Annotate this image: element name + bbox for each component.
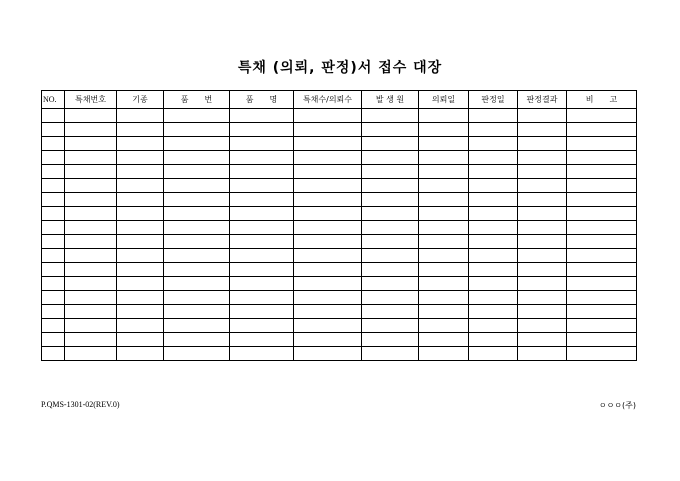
table-cell[interactable] [518,137,567,151]
table-cell[interactable] [567,137,637,151]
header-row [42,91,637,109]
table-cell[interactable] [469,151,518,165]
table-cell[interactable] [518,347,567,361]
table-cell[interactable] [117,151,164,165]
table-cell[interactable] [469,221,518,235]
column-header-judgment-date: 판정일 [469,91,518,109]
table-cell[interactable] [117,347,164,361]
table-cell[interactable] [518,235,567,249]
table-row [42,347,637,361]
table-cell[interactable] [419,207,469,221]
table-cell[interactable] [65,137,117,151]
table-cell[interactable] [567,207,637,221]
table-cell[interactable] [294,123,362,137]
table-cell[interactable] [117,221,164,235]
table-cell[interactable] [42,277,65,291]
column-header-special-number: 특채번호 [65,91,117,109]
table-cell[interactable] [230,207,294,221]
table-cell[interactable] [518,277,567,291]
table-cell[interactable] [294,165,362,179]
table-cell[interactable] [518,151,567,165]
table-cell[interactable] [294,193,362,207]
table-cell[interactable] [419,291,469,305]
table-cell[interactable] [42,291,65,305]
table-cell[interactable] [469,263,518,277]
table-cell[interactable] [567,193,637,207]
table-cell[interactable] [469,137,518,151]
table-row [42,235,637,249]
table-cell[interactable] [230,109,294,123]
table-cell[interactable] [294,221,362,235]
table-cell[interactable] [469,249,518,263]
table-cell[interactable] [164,347,230,361]
table-row [42,165,637,179]
table-cell[interactable] [294,305,362,319]
table-cell[interactable] [362,123,419,137]
table-cell[interactable] [469,179,518,193]
table-cell[interactable] [65,123,117,137]
table-cell[interactable] [567,277,637,291]
column-header-part-number: 품 번 [164,91,230,109]
table-cell[interactable] [42,137,65,151]
table-cell[interactable] [117,165,164,179]
table-cell[interactable] [294,319,362,333]
table-cell[interactable] [42,249,65,263]
table-cell[interactable] [362,277,419,291]
table-cell[interactable] [230,235,294,249]
table-row [42,123,637,137]
table-cell[interactable] [362,263,419,277]
table-row [42,333,637,347]
table-cell[interactable] [164,263,230,277]
table-cell[interactable] [294,137,362,151]
form-code: P.QMS-1301-02(REV.0) [41,400,120,409]
table-cell[interactable] [65,221,117,235]
column-header-part-name: 품 명 [230,91,294,109]
table-cell[interactable] [362,151,419,165]
table-cell[interactable] [362,165,419,179]
table-row [42,249,637,263]
table-cell[interactable] [469,347,518,361]
table-cell[interactable] [362,137,419,151]
table-cell[interactable] [419,123,469,137]
table-cell[interactable] [294,263,362,277]
table-cell[interactable] [469,319,518,333]
table-cell[interactable] [65,249,117,263]
ledger-table [41,90,637,361]
table-cell[interactable] [164,249,230,263]
table-cell[interactable] [230,305,294,319]
table-row [42,221,637,235]
table-cell[interactable] [230,193,294,207]
table-cell[interactable] [65,347,117,361]
table-cell[interactable] [164,235,230,249]
table-cell[interactable] [518,109,567,123]
table-cell[interactable] [518,305,567,319]
table-cell[interactable] [294,277,362,291]
table-row [42,179,637,193]
table-cell[interactable] [117,291,164,305]
table-cell[interactable] [230,319,294,333]
table-row [42,263,637,277]
table-cell[interactable] [469,291,518,305]
table-cell[interactable] [567,179,637,193]
table-cell[interactable] [567,291,637,305]
table-cell[interactable] [567,235,637,249]
column-header-origin: 발 생 원 [362,91,419,109]
table-cell[interactable] [42,333,65,347]
table-cell[interactable] [294,249,362,263]
table-cell[interactable] [65,151,117,165]
table-cell[interactable] [164,319,230,333]
table-cell[interactable] [469,333,518,347]
table-cell[interactable] [419,109,469,123]
table-cell[interactable] [469,193,518,207]
table-cell[interactable] [164,179,230,193]
table-cell[interactable] [42,263,65,277]
table-cell[interactable] [567,333,637,347]
table-row [42,277,637,291]
table-cell[interactable] [518,249,567,263]
table-cell[interactable] [294,207,362,221]
table-cell[interactable] [362,319,419,333]
table-cell[interactable] [230,333,294,347]
table-cell[interactable] [117,249,164,263]
table-cell[interactable] [419,151,469,165]
table-cell[interactable] [230,165,294,179]
table-cell[interactable] [117,123,164,137]
table-cell[interactable] [419,137,469,151]
table-cell[interactable] [65,109,117,123]
table-cell[interactable] [65,263,117,277]
table-cell[interactable] [164,333,230,347]
table-cell[interactable] [294,291,362,305]
table-cell[interactable] [419,193,469,207]
table-cell[interactable] [230,277,294,291]
table-cell[interactable] [65,277,117,291]
table-cell[interactable] [362,305,419,319]
table-cell[interactable] [230,263,294,277]
table-cell[interactable] [230,291,294,305]
table-cell[interactable] [294,333,362,347]
table-cell[interactable] [469,165,518,179]
table-cell[interactable] [164,165,230,179]
table-cell[interactable] [567,305,637,319]
table-row [42,109,637,123]
table-cell[interactable] [518,123,567,137]
table-cell[interactable] [567,109,637,123]
table-row [42,151,637,165]
table-cell[interactable] [294,235,362,249]
column-header-request-date: 의뢰일 [419,91,469,109]
table-cell[interactable] [65,235,117,249]
table-cell[interactable] [419,263,469,277]
table-cell[interactable] [518,319,567,333]
table-cell[interactable] [518,291,567,305]
table-cell[interactable] [230,249,294,263]
table-cell[interactable] [362,249,419,263]
table-cell[interactable] [469,305,518,319]
table-cell[interactable] [567,263,637,277]
table-cell[interactable] [42,151,65,165]
table-cell[interactable] [65,291,117,305]
table-cell[interactable] [419,235,469,249]
column-header-no: NO. [42,91,65,109]
table-cell[interactable] [42,179,65,193]
table-cell[interactable] [42,207,65,221]
table-cell[interactable] [42,347,65,361]
table-cell[interactable] [42,305,65,319]
column-header-quantity: 특채수/의뢰수 [294,91,362,109]
table-row [42,305,637,319]
table-cell[interactable] [469,109,518,123]
table-cell[interactable] [419,165,469,179]
table-cell[interactable] [164,109,230,123]
table-cell[interactable] [117,193,164,207]
table-cell[interactable] [42,235,65,249]
table-cell[interactable] [518,207,567,221]
table-cell[interactable] [567,319,637,333]
table-cell[interactable] [117,207,164,221]
table-cell[interactable] [362,221,419,235]
table-cell[interactable] [518,263,567,277]
column-header-model: 기종 [117,91,164,109]
table-cell[interactable] [230,347,294,361]
table-cell[interactable] [230,137,294,151]
table-cell[interactable] [567,221,637,235]
table-cell[interactable] [42,221,65,235]
table-cell[interactable] [117,179,164,193]
table-row [42,291,637,305]
column-header-remarks: 비 고 [567,91,637,109]
table-cell[interactable] [294,109,362,123]
table-cell[interactable] [419,221,469,235]
table-cell[interactable] [362,207,419,221]
table-cell[interactable] [164,151,230,165]
table-cell[interactable] [419,347,469,361]
table-cell[interactable] [164,221,230,235]
company-name: ㅇㅇㅇ(주) [598,401,636,410]
table-cell[interactable] [362,109,419,123]
table-cell[interactable] [362,193,419,207]
table-cell[interactable] [362,291,419,305]
table-cell[interactable] [42,193,65,207]
table-cell[interactable] [164,123,230,137]
table-cell[interactable] [469,235,518,249]
table-cell[interactable] [42,123,65,137]
table-cell[interactable] [469,207,518,221]
table-cell[interactable] [117,333,164,347]
table-cell[interactable] [117,319,164,333]
table-cell[interactable] [567,123,637,137]
table-cell[interactable] [518,179,567,193]
table-cell[interactable] [362,235,419,249]
table-cell[interactable] [419,249,469,263]
table-row [42,137,637,151]
table-cell[interactable] [419,333,469,347]
table-cell[interactable] [294,347,362,361]
table-cell[interactable] [518,193,567,207]
table-cell[interactable] [117,137,164,151]
table-cell[interactable] [42,165,65,179]
table-cell[interactable] [65,319,117,333]
table-cell[interactable] [230,179,294,193]
table-cell[interactable] [419,179,469,193]
table-cell[interactable] [567,151,637,165]
table-cell[interactable] [518,221,567,235]
table-row [42,193,637,207]
table-cell[interactable] [117,263,164,277]
table-cell[interactable] [230,123,294,137]
table-cell[interactable] [164,291,230,305]
table-cell[interactable] [362,347,419,361]
table-cell[interactable] [469,123,518,137]
table-cell[interactable] [164,193,230,207]
table-cell[interactable] [419,319,469,333]
table-cell[interactable] [42,109,65,123]
table-cell[interactable] [567,347,637,361]
table-cell[interactable] [65,207,117,221]
table-cell[interactable] [65,305,117,319]
table-cell[interactable] [65,193,117,207]
table-cell[interactable] [469,277,518,291]
table-cell[interactable] [65,333,117,347]
table-cell[interactable] [164,207,230,221]
table-cell[interactable] [518,165,567,179]
table-cell[interactable] [518,333,567,347]
table-cell[interactable] [362,333,419,347]
table-cell[interactable] [567,165,637,179]
table-cell[interactable] [294,151,362,165]
table-cell[interactable] [117,109,164,123]
table-cell[interactable] [164,137,230,151]
table-row [42,319,637,333]
table-cell[interactable] [230,221,294,235]
table-cell[interactable] [117,235,164,249]
table-cell[interactable] [419,305,469,319]
table-cell[interactable] [65,179,117,193]
table-cell[interactable] [117,277,164,291]
table-cell[interactable] [230,151,294,165]
table-cell[interactable] [117,305,164,319]
document-title: 특채 (의뢰, 판정)서 접수 대장 [237,60,443,76]
ledger-body [42,109,637,361]
table-cell[interactable] [65,165,117,179]
table-cell[interactable] [567,249,637,263]
table-cell[interactable] [42,319,65,333]
table-cell[interactable] [164,305,230,319]
column-header-judgment-result: 판정결과 [518,91,567,109]
table-cell[interactable] [164,277,230,291]
table-row [42,207,637,221]
table-cell[interactable] [419,277,469,291]
table-cell[interactable] [362,179,419,193]
table-cell[interactable] [294,179,362,193]
